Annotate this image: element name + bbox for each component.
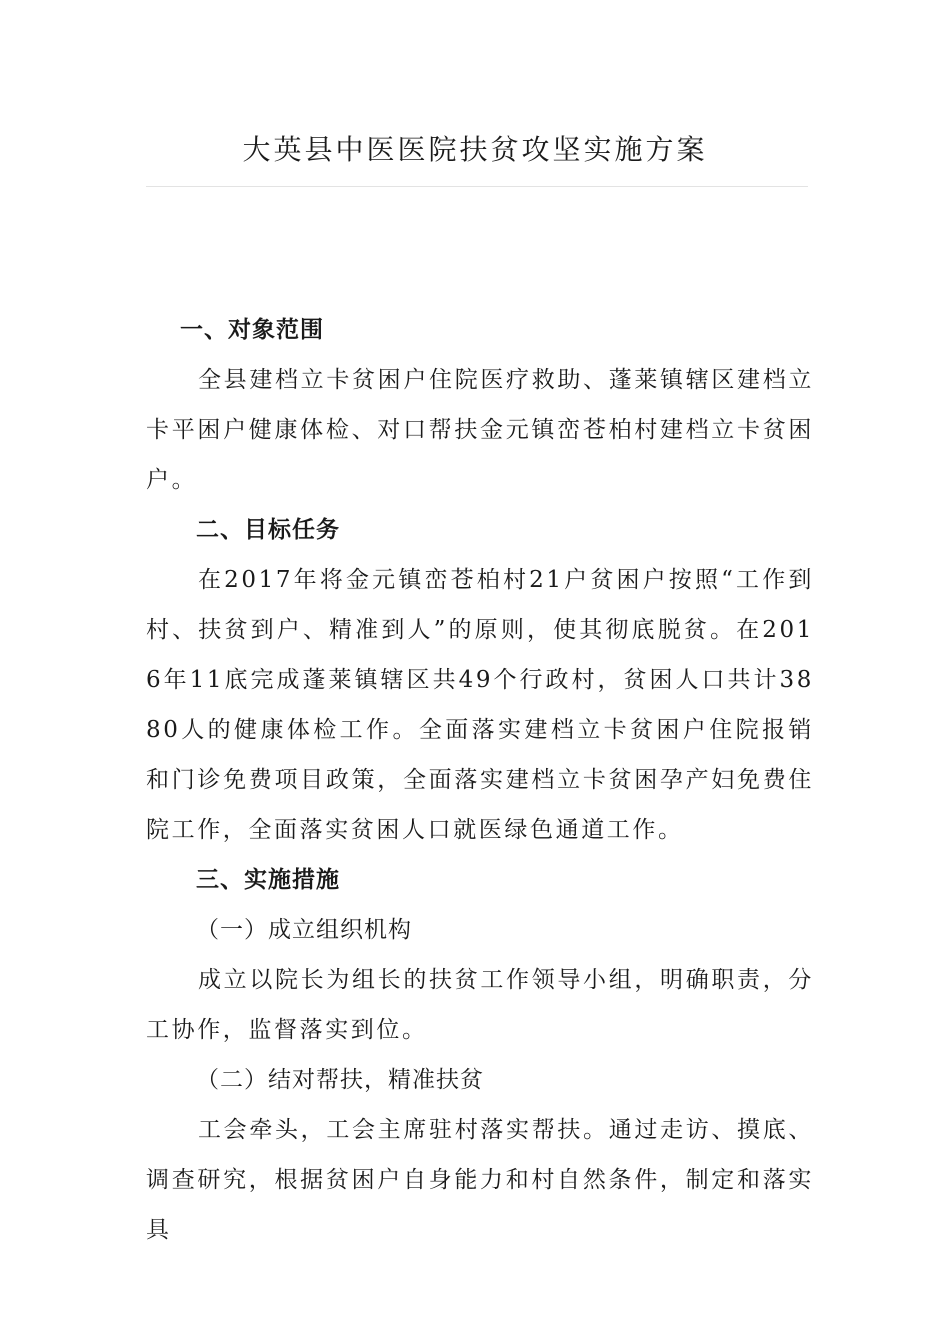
subsection-heading-pairing: （二）结对帮扶，精准扶贫: [196, 1067, 484, 1093]
document-title: 大英县中医医院扶贫攻坚实施方案: [242, 133, 708, 166]
section-heading-scope: 一、对象范围: [180, 317, 324, 343]
document-body: [146, 305, 814, 1255]
section-heading-measures: 三、实施措施: [196, 867, 340, 893]
paragraph-organization: 成立以院长为组长的扶贫工作领导小组，明确职责，分工协作，监督落实到位。: [146, 967, 814, 1043]
subsection-heading-organization: （一）成立组织机构: [196, 917, 412, 943]
paragraph-pairing: 工会牵头，工会主席驻村落实帮扶。通过走访、摸底、调查研究，根据贫困户自身能力和村自然条件，制定和落实具: [146, 1117, 814, 1243]
section-heading-goals: 二、目标任务: [196, 517, 340, 543]
paragraph-scope: 全县建档立卡贫困户住院医疗救助、蓬莱镇辖区建档立卡平困户健康体检、对口帮扶金元镇峦苍柏村建档立卡贫困户。: [146, 367, 814, 493]
paragraph-goals: 在2017年将金元镇峦苍柏村21户贫困户按照“工作到村、扶贫到户、精准到人”的原则，使其彻底脱贫。在2016年11底完成蓬莱镇辖区共49个行政村，贫困人口共计3880人的健康体检工作。全面落实建档立卡贫困户住院报销和门诊免费项目政策，全面落实建档立卡贫困孕产妇免费住院工作，全面落实贫困人口就医绿色通道工作。: [146, 567, 814, 843]
title-divider: [146, 186, 808, 187]
